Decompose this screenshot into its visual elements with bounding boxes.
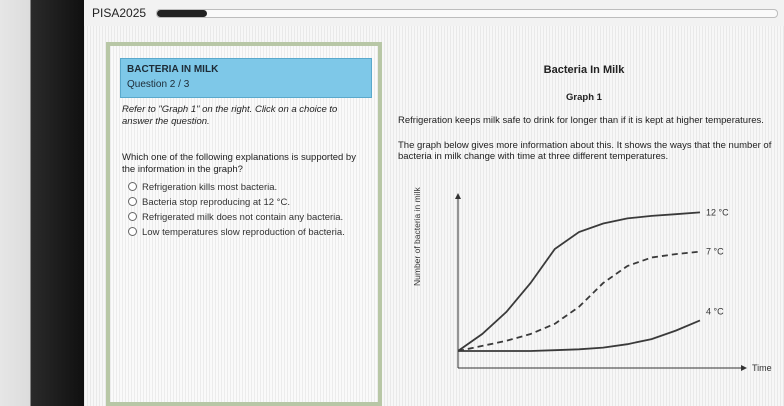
answer-option-label: Bacteria stop reproducing at 12 °C. [142, 197, 290, 208]
question-prompt: Which one of the following explanations is supported by the information in the graph? [122, 152, 356, 175]
question-counter: Question 2 / 3 [127, 79, 190, 90]
app-title: PISA2025 [92, 6, 147, 20]
series-line-1 [458, 212, 700, 351]
question-panel [106, 42, 382, 406]
answer-option-label: Refrigeration kills most bacteria. [142, 182, 278, 193]
question-header [120, 58, 372, 98]
stimulus-title: Bacteria In Milk [543, 64, 625, 76]
stimulus-panel [384, 42, 784, 406]
radio-button-icon[interactable] [128, 182, 137, 191]
series-group [458, 207, 729, 351]
stimulus-paragraph-1: Refrigeration keeps milk safe to drink for longer than if it is kept at higher temperatures. [398, 115, 764, 126]
top-bar [84, 0, 784, 27]
answer-option-1[interactable] [128, 182, 277, 196]
progress-fill [157, 10, 207, 17]
stimulus-paragraph-2: The graph below gives more information about this. It shows the ways that the number of bacteria in milk change with time at three different temperatures. [398, 140, 772, 162]
series-label-1: 12 °C [706, 207, 729, 218]
monitor-bezel [0, 0, 84, 406]
bacteria-growth-chart [430, 190, 776, 380]
instruction-text: Refer to "Graph 1" on the right. Click on a choice to answer the question. [122, 104, 338, 127]
radio-button-icon[interactable] [128, 227, 137, 236]
radio-button-icon[interactable] [128, 197, 137, 206]
answer-option-label: Refrigerated milk does not contain any bacteria. [142, 212, 344, 223]
unit-title: BACTERIA IN MILK [127, 64, 219, 75]
radio-button-icon[interactable] [128, 212, 137, 221]
graph-title: Graph 1 [566, 92, 602, 103]
answer-option-3[interactable] [128, 212, 343, 226]
answer-option-label: Low temperatures slow reproduction of bacteria. [142, 227, 345, 238]
progress-bar [156, 9, 778, 18]
assessment-screen [84, 0, 784, 406]
y-axis-label: Number of bacteria in milk [412, 187, 422, 286]
series-line-2 [458, 252, 700, 351]
series-label-2: 7 °C [706, 246, 724, 257]
series-line-3 [458, 320, 700, 351]
series-label-3: 4 °C [706, 306, 724, 317]
answer-option-2[interactable] [128, 197, 290, 211]
x-axis-label: Time [752, 363, 772, 373]
answer-option-4[interactable] [128, 227, 345, 241]
